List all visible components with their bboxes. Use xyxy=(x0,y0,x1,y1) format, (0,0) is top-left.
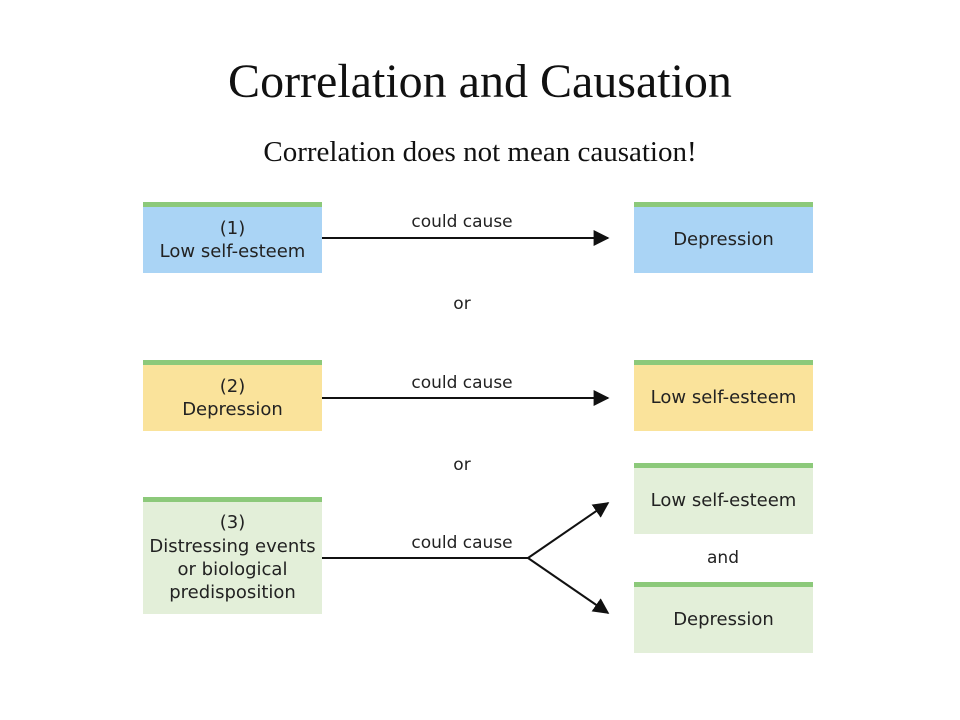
row3-target-label-lower: Depression xyxy=(673,609,774,631)
row3-source-label: (3) Distressing events or biological predisposition xyxy=(149,512,316,604)
row1-relation-label: could cause xyxy=(411,212,513,232)
arrow-row3-lower xyxy=(528,558,608,613)
row3-relation-label: could cause xyxy=(411,533,513,553)
row2-target-label: Low self-esteem xyxy=(650,387,797,409)
slide-title: Correlation and Causation xyxy=(228,55,732,108)
row1-source-label: (1) Low self-esteem xyxy=(159,217,306,262)
row1-target-box xyxy=(634,202,813,273)
row1-target-label: Depression xyxy=(673,229,774,251)
row1-source-box xyxy=(143,202,322,273)
separator-or-1: or xyxy=(453,294,471,314)
row3-target-box-lower xyxy=(634,582,813,653)
row2-source-box xyxy=(143,360,322,431)
row2-relation-label: could cause xyxy=(411,373,513,393)
row3-conjunction-label: and xyxy=(707,548,739,568)
row2-source-label: (2) Depression xyxy=(182,375,283,420)
row2-target-box xyxy=(634,360,813,431)
slide-subtitle: Correlation does not mean causation! xyxy=(263,136,697,168)
row3-source-box xyxy=(143,497,322,614)
row3-target-box-upper xyxy=(634,463,813,534)
separator-or-2: or xyxy=(453,455,471,475)
row3-target-label-upper: Low self-esteem xyxy=(650,490,797,512)
